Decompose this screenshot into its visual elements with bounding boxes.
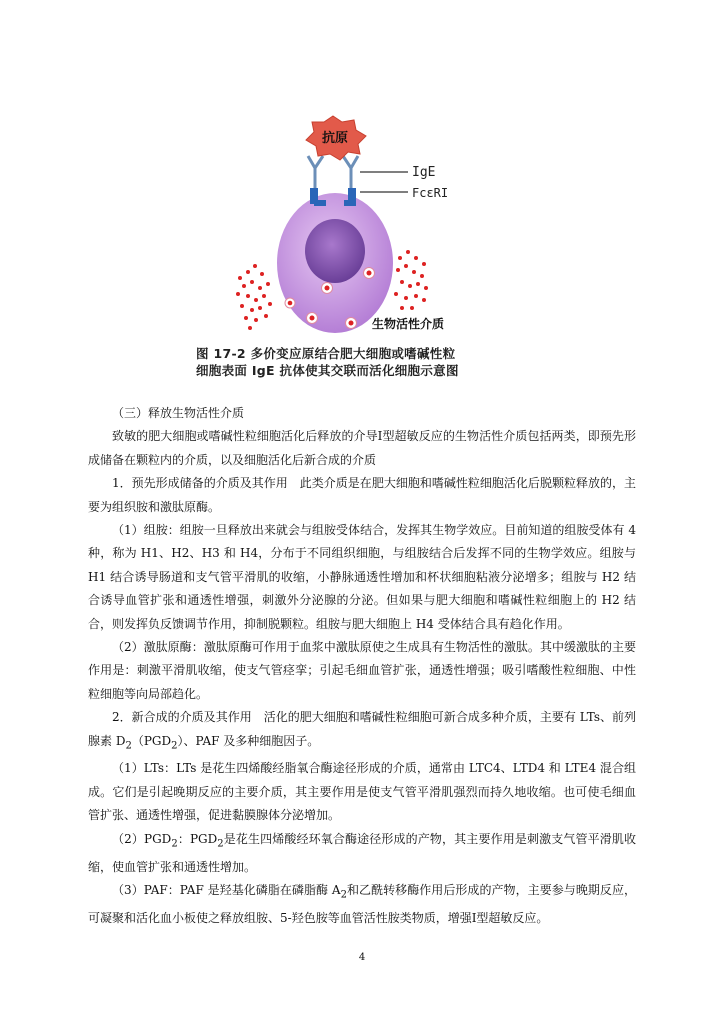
subscript: 2	[217, 838, 224, 850]
subscript: 2	[340, 889, 347, 901]
granule	[285, 298, 295, 308]
caption-line-2: 细胞表面 IgE 抗体使其交联而活化细胞示意图	[196, 363, 459, 378]
figure-caption	[196, 345, 556, 379]
ige-antibody-right	[343, 156, 358, 188]
antigen-label: 抗原	[321, 130, 349, 145]
text-run: ：PGD	[177, 831, 218, 846]
mediator-label: 生物活性介质	[372, 317, 445, 331]
granule	[364, 268, 375, 279]
subscript: 2	[171, 838, 178, 850]
text-run: （2）PGD	[112, 831, 172, 846]
mast-cell-diagram	[230, 108, 510, 338]
text-run: 2．新合成的介质及其作用 活化的肥大细胞和嗜碱性粒细胞可新合成多种介质，主要有 LTs、前列腺素 D	[88, 710, 636, 748]
page-number: 4	[358, 952, 366, 963]
subscript: 2	[171, 740, 178, 752]
intro-paragraph: 致敏的肥大细胞或嗜碱性粒细胞活化后释放的介导Ⅰ型超敏反应的生物活性介质包括两类，即预先形成储备在颗粒内的介质，以及细胞活化后新合成的介质	[88, 429, 636, 467]
text-run: （3）PAF：PAF 是羟基化磷脂在磷脂酶 A	[112, 882, 341, 897]
subscript: 2	[125, 740, 132, 752]
granule	[322, 283, 333, 294]
paragraph-item-1: 1．预先形成储备的介质及其作用 此类介质是在肥大细胞和嗜碱性粒细胞活化后脱颗粒释放的，主要为组织胺和激肽原酶。	[88, 476, 636, 514]
document-body	[88, 402, 636, 930]
granule	[307, 313, 318, 324]
released-mediators-right	[394, 250, 428, 310]
paragraph-kininogenase: （2）激肽原酶：激肽原酶可作用于血浆中激肽原使之生成具有生物活性的激肽。其中缓激肽的主要作用是：刺激平滑肌收缩，使支气管痉挛；引起毛细血管扩张，通透性增强；吸引嗜酸性粒细胞、中性粒细胞等向局部趋化。	[88, 640, 636, 701]
paragraph-pgd2	[88, 828, 636, 879]
text-run: 是花生四烯酸经环氧合酶途径形成的产物，其主要作用是刺激支气管平滑肌收缩，使血管扩张和通透性增加。	[88, 831, 636, 874]
receptor-label: FcεRI	[412, 186, 449, 200]
paragraph-lts: （1）LTs：LTs 是花生四烯酸经脂氧合酶途径形成的介质，通常由 LTC4、LTD4 和 LTE4 混合组成。它们是引起晚期反应的主要介质，其主要作用是使支气管平滑肌强烈而持久地收缩。也可使毛细血管扩张、通透性增强，促进黏膜腺体分泌增加。	[88, 761, 636, 823]
paragraph-histamine: （1）组胺：组胺一旦释放出来就会与组胺受体结合，发挥其生物学效应。目前知道的组胺受体有 4 种，称为 H1、H2、H3 和 H4，分布于不同组织细胞，与组胺结合后发挥不同的生物学效应。组胺与 H1 结合诱导肠道和支气管平滑肌的收缩，小静脉通透性增加和杯状细胞粘液分泌增多；组胺与 H2 结合诱导血管扩张和通透性增强，刺激外分泌腺的分泌。但如果与肥大细胞和嗜碱性粒细胞上的 H2 结合，则发挥负反馈调节作用，抑制脱颗粒。组胺与肥大细胞上 H4 受体结合具有趋化作用。	[88, 523, 636, 631]
cell-nucleus	[305, 219, 365, 283]
ige-label: IgE	[412, 165, 436, 180]
caption-line-1: 图 17-2 多价变应原结合肥大细胞或嗜碱性粒	[196, 346, 456, 361]
text-run: ）、PAF 及多种细胞因子。	[177, 733, 320, 748]
text-run: 和乙酰转移酶作用后形成的产物，主要参与晚期反应，可凝聚和活化血小板使之释放组胺、5-羟色胺等血管活性胺类物质，增强Ⅰ型超敏反应。	[88, 882, 636, 925]
released-mediators-left	[236, 264, 272, 330]
section-heading: （三）释放生物活性介质	[112, 406, 245, 420]
paragraph-item-2	[88, 706, 636, 757]
paragraph-paf	[88, 879, 636, 930]
mast-cell-figure	[230, 108, 510, 338]
ige-antibody-left	[308, 156, 323, 188]
text-run: （PGD	[131, 733, 172, 748]
granule	[346, 318, 357, 329]
